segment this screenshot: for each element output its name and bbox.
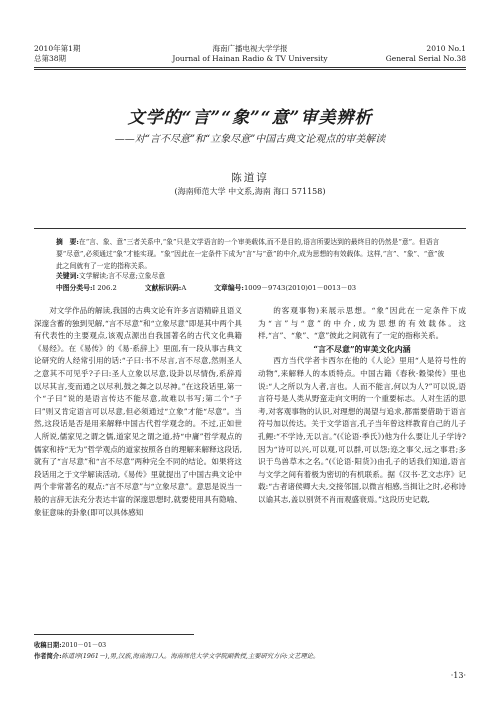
footnote-rule [34, 634, 194, 635]
received-label: 收稿日期: [34, 642, 62, 649]
author-bio: 陈道谆(1961－),男,汉族,海南海口人。海南师范大学文学院副教授,主要研究方向:文艺理论。 [61, 653, 320, 660]
abstract [56, 236, 448, 272]
header-rule [34, 67, 466, 68]
abstract-rule [34, 228, 466, 229]
abstract-label: 摘 要: [56, 238, 79, 246]
article-meta [56, 270, 448, 294]
journal-name-cn: 海南广播电视大学学报 [212, 44, 288, 53]
article-title: 文学的“言”“象”“意”审美辨析 [127, 108, 373, 128]
author-bio-row [34, 651, 466, 662]
body-paragraph: 西方当代学者卡西尔在他的《人论》里用“人是符号性的动物”,来解释人的本质特点。中国古籍《春秋·穀梁传》里也说:“人之所以为人者,言也。人而不能言,何以为人?”可以说,语言符号是人类从野蛮走向文明的一个重要标志。人对生活的思考,对客观事物的认识,对理想的渴望与追求,都需要借助于语言符号加以传达。关于文学语言,孔子当年曾这样教育自己的儿子孔鲤:“不学诗,无以言。”(《论语·季氏》)他为什么要让儿子学诗?因为“诗可以兴,可以观,可以群,可以怨;迩之事父,远之事君;多识于鸟兽草木之名。”(《论语·阳货》)由孔子的话我们知道,语言与文学之间有着极为密切的有机联系。据《汉书·艺文志序》记载:“古者诸侯卿大夫,交接邻国,以微言相感,当揖让之时,必称诗以谕其志,盖以别贤不肖而观盛衰焉。”这段历史记载, [258, 356, 466, 504]
serial-number: 总第38期 [34, 54, 67, 63]
article-no-label: 文章编号: [214, 284, 244, 292]
body-column-right [258, 305, 466, 507]
received-date-row [34, 640, 466, 651]
article-no-value: 1009－9743(2010)01－0013－03 [243, 284, 357, 292]
author-bio-label: 作者简介: [34, 653, 62, 660]
section-heading: “言不尽意”的审美文化内涵 [313, 343, 411, 354]
classification-row [56, 282, 448, 294]
issue-number-en: 2010 No.1 [426, 44, 466, 53]
running-header-right [386, 44, 466, 64]
keywords-label: 关键词: [56, 272, 79, 280]
author-affiliation: (海南师范大学 中文系,海南 海口 571158) [174, 187, 326, 196]
page-number: ·13· [450, 671, 466, 680]
footnote [34, 640, 466, 662]
serial-number-en: General Serial No.38 [385, 54, 466, 63]
abstract-text: 在“言、象、意”三者关系中,“象”只是文学语言的一个审美载体,而不是目的,语言所要达到的最终目的仍然是“意”。但语言要“尽意”,必须通过“象”才能实现。“象”因此在一定条件下成为“言”与“意”的中介,成为思想的有效载体。这样,“言”、“象”、“意”彼此之间就有了一定的指称关系。 [56, 238, 445, 270]
author-name: 陈道谆 [231, 172, 269, 184]
doc-code-label: 文献标识码: [144, 284, 182, 292]
body-paragraph: 的客观事物)来展示思想。“象”因此在一定条件下成为“言”与“意”的中介,成为思想的有效载体。这样,“言”、“象”、“意”彼此之间就有了一定的指称关系。 [258, 306, 466, 341]
clc-label: 中图分类号: [56, 284, 93, 292]
article-no-field [214, 282, 356, 294]
header-rule-thin [34, 69, 466, 70]
body-paragraph: 对文学作品的解读,我国的古典文论有许多言语精辟且语义深邃含蓄的独到见解,“言不尽意”和“立象尽意”即是其中两个具有代表性的主要观点,该观点源出自我国著名的古代文化典籍《易经》。在《易传》的《易·系辞上》里面,有一段从事古典文论研究的人经常引用的话:“子曰:书不尽言,言不尽意,然则圣人之意其不可见乎?子曰:圣人立象以尽意,设卦以尽情伪,系辞焉以尽其言,变而通之以尽利,鼓之舞之以尽神。”在这段话里,第一个“子曰”说的是语言传达不能尽意,故难以书写;第二个“子曰”则又肯定语言可以尽意,但必须通过“立象”才能“尽意”。当然,这段话是否是用来解释中国古代哲学观念的。不过,正如世人所说,儒家见之谓之儒,道家见之谓之道,持“中庸”哲学观点的儒家和持“无为”哲学观点的道家按照各自的理解来解释这段话,就有了“言尽意”和“言不尽意”两种完全不同的结论。如果将这段话用之于文学解读活动,《易传》里就提出了中国古典文论中两个非常著名的观点:“言不尽意”与“立象尽意”。意思是说当一般的言辞无法充分表达丰富的深邃思想时,就要使用具有隐喻、象征意味的卦象(即可以具体感知 [34, 306, 242, 517]
journal-name-en: Journal of Hainan Radio & TV University [172, 54, 328, 63]
clc-field [56, 282, 117, 294]
keywords-row [56, 270, 448, 282]
received-date: 2010－01－03 [61, 642, 107, 649]
doc-code-value: A [181, 284, 187, 292]
keywords-text: 文学解读;言不尽意;立象尽意 [78, 272, 166, 280]
doc-code-field [145, 282, 186, 294]
body-column-left [34, 305, 242, 519]
article-subtitle: ——对“言不尽意”和“立象尽意”中国古典文论观点的审美解读 [114, 134, 386, 145]
clc-value: I 206.2 [92, 284, 117, 292]
issue-number: 2010年第1期 [34, 44, 81, 53]
